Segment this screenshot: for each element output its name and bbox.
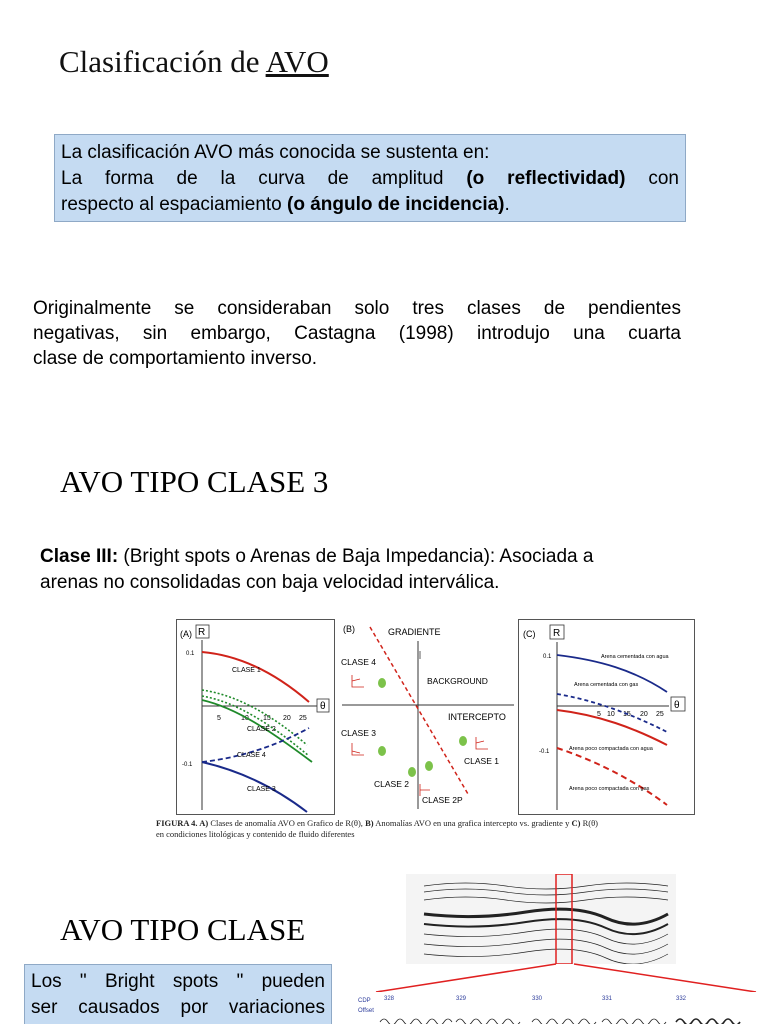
- gather-cdp-5: 332: [676, 996, 687, 1002]
- gather-cdp-label: CDP: [358, 998, 371, 1004]
- panel-b-point-clase-2a: [408, 767, 416, 777]
- panel-c-xtick-5: 25: [656, 711, 664, 718]
- panel-a-chart: [177, 620, 336, 816]
- gather-cdp-4: 331: [602, 996, 613, 1002]
- seismic-traces: [406, 874, 676, 964]
- panel-b-point-clase-1: [459, 736, 467, 746]
- panel-a-xtick-2: 10: [241, 715, 249, 722]
- bright-spots-box: [24, 964, 332, 1024]
- panel-c-curve-poco-gas: [557, 748, 667, 805]
- panel-b-x-axis: INTERCEPTO: [448, 712, 506, 722]
- definition-line-3-end: .: [504, 194, 510, 215]
- original-paragraph: [33, 296, 681, 371]
- panel-b-background-line: [370, 627, 468, 794]
- original-line-3: clase de comportamiento inverso.: [33, 348, 318, 369]
- definition-line-3-text: respecto al espaciamiento: [61, 194, 282, 215]
- panel-a-x-axis: θ: [320, 701, 326, 712]
- page-title: [59, 44, 329, 80]
- panel-a-xtick-3: 15: [263, 715, 271, 722]
- clase3-paragraph: [40, 544, 700, 596]
- panel-c-xtick-3: 15: [623, 711, 631, 718]
- bright-spots-line-2: ser causados por variaciones: [31, 997, 325, 1018]
- seismic-gather-chart: [356, 992, 756, 1024]
- panel-c-note-4: Arena poco compactada con gas: [569, 786, 650, 792]
- panel-a-y-axis: R: [198, 627, 206, 638]
- panel-a-label-clase-2: CLASE 2: [247, 726, 276, 733]
- panel-b-chart: [338, 619, 516, 815]
- caption-text-c: R(θ): [580, 818, 598, 828]
- panel-a-ytick-2: -0.1: [182, 762, 193, 768]
- seismic-zoom-lines: [356, 962, 766, 994]
- figure-caption: [156, 818, 736, 840]
- bright-spots-line-1: Los " Bright spots " pueden: [31, 971, 325, 992]
- panel-a-label: (A): [180, 629, 192, 639]
- original-line-1: Originalmente se consideraban solo tres clases de pendientes: [33, 298, 681, 319]
- caption-text-a: Clases de anomalía AVO en Grafico de R(θ),: [208, 818, 366, 828]
- panel-b-clase-1: CLASE 1: [464, 756, 499, 766]
- panel-b-marker-clase-1: [476, 737, 488, 749]
- definition-line-2-end: con: [648, 168, 679, 189]
- definition-line-3: [61, 192, 679, 218]
- panel-b-marker-clase-3: [352, 743, 364, 755]
- panel-a-label-clase-3: CLASE 3: [247, 786, 276, 793]
- panel-b-background: BACKGROUND: [427, 676, 488, 686]
- panel-a-xtick-5: 25: [299, 715, 307, 722]
- definition-line-2: [61, 166, 679, 192]
- panel-c-ytick-2: -0.1: [539, 749, 550, 755]
- panel-c-note-1: Arena cementada con agua: [601, 654, 669, 660]
- title-emphasis: AVO: [265, 44, 329, 79]
- panel-c-xtick-4: 20: [640, 711, 648, 718]
- seismic-gather: [356, 992, 756, 1024]
- panel-c-note-3: Arena poco compactada con agua: [569, 746, 653, 752]
- definition-line-1: La clasificación AVO más conocida se sustenta en:: [61, 142, 490, 163]
- definition-line-2-text: La forma de la curva de amplitud: [61, 168, 444, 189]
- panel-b-clase-2p: CLASE 2P: [422, 795, 463, 805]
- clase3-text-2: arenas no consolidadas con baja velocidad interválica.: [40, 572, 500, 593]
- definition-box: [54, 134, 686, 222]
- panel-b-clase-3: CLASE 3: [341, 728, 376, 738]
- panel-b-label: (B): [343, 624, 355, 634]
- panel-b-y-axis: GRADIENTE: [388, 627, 441, 637]
- panel-b-clase-4: CLASE 4: [341, 657, 376, 667]
- section-heading-clase: AVO TIPO CLASE: [60, 912, 306, 947]
- definition-line-2-bold: (o reflectividad): [466, 168, 626, 189]
- panel-c-y-axis: R: [553, 628, 561, 639]
- panel-b-clase-2: CLASE 2: [374, 779, 409, 789]
- original-line-2: negativas, sin embargo, Castagna (1998) introdujo una cuarta: [33, 323, 681, 344]
- panel-c-ytick-1: 0.1: [543, 654, 552, 660]
- title-prefix: Clasificación de: [59, 44, 260, 79]
- caption-bold-a: FIGURA 4. A): [156, 818, 209, 828]
- section-heading-clase-3: AVO TIPO CLASE 3: [60, 464, 329, 499]
- panel-a-curve-clase-1: [202, 652, 309, 702]
- gather-cdp-2: 329: [456, 996, 467, 1002]
- clase3-text-1: (Bright spots o Arenas de Baja Impedancia): Asociada a: [118, 546, 594, 567]
- figure-panel-b: [338, 619, 516, 815]
- panel-c-xtick-1: 5: [597, 711, 601, 718]
- definition-line-3-bold: (o ángulo de incidencia): [287, 194, 505, 215]
- caption-bold-b: B): [365, 818, 374, 828]
- panel-c-x-axis: θ: [674, 700, 680, 711]
- panel-b-point-clase-4: [378, 678, 386, 688]
- gather-cdp-3: 330: [532, 996, 543, 1002]
- panel-c-xtick-2: 10: [607, 711, 615, 718]
- caption-text-b: Anomalías AVO en una grafica intercepto vs. gradiente y: [373, 818, 572, 828]
- panel-a-label-clase-1: CLASE 1: [232, 667, 261, 674]
- panel-c-note-2: Arena cementada con gas: [574, 682, 639, 688]
- panel-a-label-clase-4: CLASE 4: [237, 752, 266, 759]
- panel-c-chart: [519, 620, 696, 816]
- panel-a-ytick-1: 0.1: [186, 651, 195, 657]
- seismic-section-image: [406, 874, 676, 964]
- panel-b-marker-clase-4: [352, 675, 364, 687]
- figure-panel-a: [176, 619, 335, 815]
- clase3-bold: Clase III:: [40, 546, 119, 567]
- caption-bold-c: C): [571, 818, 581, 828]
- panel-a-xtick-1: 5: [217, 715, 221, 722]
- gather-cdp-1: 328: [384, 996, 395, 1002]
- panel-b-point-clase-2b: [425, 761, 433, 771]
- panel-b-point-clase-3: [378, 746, 386, 756]
- caption-line-2: en condiciones litológicas y contenido de fluido diferentes: [156, 829, 355, 839]
- figure-panel-c: [518, 619, 695, 815]
- gather-offset-label: Offset: [358, 1008, 374, 1014]
- panel-c-label: (C): [523, 629, 536, 639]
- panel-a-xtick-4: 20: [283, 715, 291, 722]
